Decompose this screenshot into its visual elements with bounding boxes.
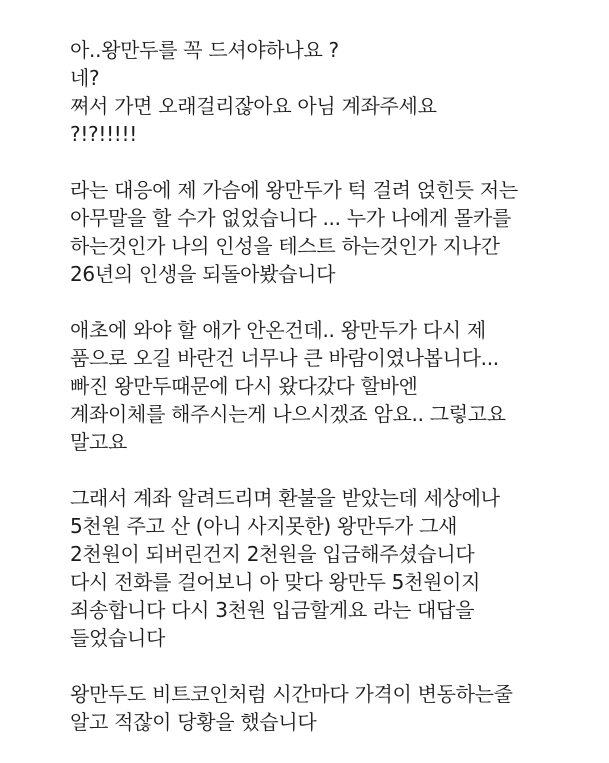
text-line: 네? (70, 66, 100, 90)
text-line: ?!?!!!!! (70, 122, 137, 146)
text-line: 애초에 와야 할 애가 안온건데.. 왕만두가 다시 제 (70, 318, 486, 342)
text-line: 알고 적잖이 당황을 했습니다 (70, 710, 317, 734)
text-line: 아무말을 할 수가 없었습니다 ... 누가 나에게 몰카를 (70, 206, 511, 230)
text-line: 2천원이 되버린건지 2천원을 입금해주셨습니다 (70, 542, 475, 566)
text-line: 죄송합니다 다시 3천원 입금할게요 라는 대답을 (70, 598, 475, 622)
paragraph (70, 176, 569, 288)
text-line: 아..왕만두를 꼭 드셔야하나요 ? (70, 38, 339, 62)
text-line: 품으로 오길 바란건 너무나 큰 바람이였나봅니다... (70, 346, 499, 370)
paragraph (70, 484, 569, 652)
text-line: 라는 대응에 제 가슴에 왕만두가 턱 걸려 얹힌듯 저는 (70, 178, 518, 202)
text-line: 다시 전화를 걸어보니 아 맞다 왕만두 5천원이지 (70, 570, 481, 594)
paragraph (70, 680, 569, 736)
text-line: 26년의 인생을 되돌아봤습니다 (70, 262, 336, 286)
text-line: 빠진 왕만두때문에 다시 왔다갔다 할바엔 (70, 374, 418, 398)
text-line: 왕만두도 비트코인처럼 시간마다 가격이 변동하는줄 (70, 682, 513, 706)
text-line: 하는것인가 나의 인성을 테스트 하는것인가 지나간 (70, 234, 500, 258)
paragraph (70, 316, 569, 456)
text-line: 그래서 계좌 알려드리며 환불을 받았는데 세상에나 (70, 486, 500, 510)
text-line: 쪄서 가면 오래걸리잖아요 아님 계좌주세요 (70, 94, 437, 118)
paragraph (70, 36, 569, 148)
text-line: 말고요 (70, 430, 128, 454)
text-line: 계좌이체를 해주시는게 나으시겠죠 암요.. 그렇고요 (70, 402, 506, 426)
text-line: 들었습니다 (70, 626, 166, 650)
text-line: 5천원 주고 산 (아니 사지못한) 왕만두가 그새 (70, 514, 458, 538)
post-body (70, 36, 569, 736)
